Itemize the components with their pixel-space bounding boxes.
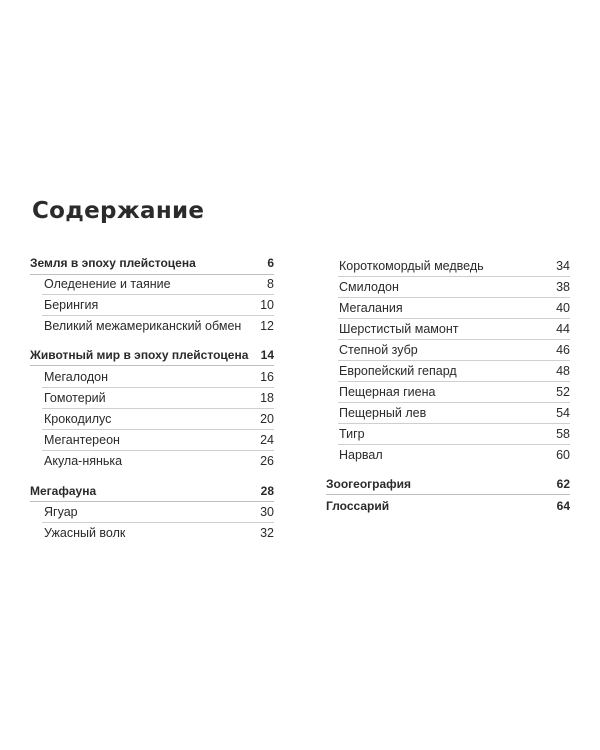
toc-entry-title: Нарвал	[339, 448, 383, 462]
section-divider	[326, 494, 570, 495]
toc-sub-entry[interactable]	[326, 319, 570, 339]
toc-entry-title: Крокодилус	[44, 412, 112, 426]
toc-sub-entry[interactable]	[30, 451, 274, 471]
toc-entry-title: Гомотерий	[44, 391, 106, 405]
toc-entry-page: 20	[260, 412, 274, 426]
toc-entry-page: 64	[556, 499, 570, 513]
toc-sub-entry[interactable]	[326, 361, 570, 381]
toc-entry-title: Степной зубр	[339, 343, 418, 357]
toc-entry-page: 48	[556, 364, 570, 378]
toc-entry-title: Пещерный лев	[339, 406, 427, 420]
toc-entry-title: Животный мир в эпоху плейстоцена	[30, 348, 249, 362]
toc-entry-page: 26	[260, 454, 274, 468]
toc-entry-page: 40	[556, 301, 570, 315]
toc-entry-title: Глоссарий	[326, 499, 390, 513]
toc-section-entry[interactable]	[30, 481, 274, 501]
toc-entry-title: Мегалодон	[44, 370, 109, 384]
toc-entry-page: 8	[267, 277, 274, 291]
toc-entry-title: Европейский гепард	[339, 364, 457, 378]
toc-entry-title: Мегантереон	[44, 433, 120, 447]
toc-entry-title: Мегалания	[339, 301, 403, 315]
toc-entry-title: Ужасный волк	[44, 526, 126, 540]
toc-sub-entry[interactable]	[326, 382, 570, 402]
toc-entry-page: 16	[260, 370, 274, 384]
toc-entry-title: Смилодон	[339, 280, 399, 294]
toc-entry-page: 44	[556, 322, 570, 336]
toc-section-entry[interactable]	[326, 496, 570, 516]
toc-sub-entry[interactable]	[30, 502, 274, 522]
toc-sub-entry[interactable]	[30, 295, 274, 315]
toc-sub-entry[interactable]	[326, 445, 570, 465]
toc-sub-entry[interactable]	[326, 298, 570, 318]
toc-sub-entry[interactable]	[30, 430, 274, 450]
toc-entry-title: Оледенение и таяние	[44, 277, 171, 291]
toc-entry-page: 58	[556, 427, 570, 441]
toc-entry-title: Земля в эпоху плейстоцена	[30, 256, 196, 270]
toc-sub-entry[interactable]	[326, 256, 570, 276]
toc-sub-entry[interactable]	[30, 409, 274, 429]
toc-entry-title: Пещерная гиена	[339, 385, 436, 399]
toc-section-entry[interactable]	[30, 345, 274, 365]
toc-entry-title: Великий межамериканский обмен	[44, 319, 242, 333]
toc-entry-page: 28	[260, 484, 274, 498]
toc-entry-page: 54	[556, 406, 570, 420]
toc-entry-title: Акула-нянька	[44, 454, 123, 468]
toc-sub-entry[interactable]	[326, 424, 570, 444]
toc-sub-entry[interactable]	[30, 316, 274, 336]
toc-sub-entry[interactable]	[326, 277, 570, 297]
toc-entry-page: 10	[260, 298, 274, 312]
toc-entry-page: 38	[556, 280, 570, 294]
toc-entry-title: Зоогеография	[326, 477, 412, 491]
toc-entry-page: 60	[556, 448, 570, 462]
toc-entry-title: Берингия	[44, 298, 99, 312]
toc-entry-page: 18	[260, 391, 274, 405]
toc-entry-title: Шерстистый мамонт	[339, 322, 459, 336]
toc-sub-entry[interactable]	[326, 340, 570, 360]
toc-entry-page: 30	[260, 505, 274, 519]
toc-entry-page: 14	[260, 348, 274, 362]
toc-sub-entry[interactable]	[326, 403, 570, 423]
toc-entry-title: Тигр	[339, 427, 365, 441]
section-divider	[30, 365, 274, 366]
toc-entry-page: 12	[260, 319, 274, 333]
toc-entry-page: 34	[556, 259, 570, 273]
toc-entry-page: 46	[556, 343, 570, 357]
toc-entry-title: Короткомордый медведь	[339, 259, 484, 273]
toc-entry-page: 52	[556, 385, 570, 399]
toc-entry-page: 32	[260, 526, 274, 540]
toc-sub-entry[interactable]	[30, 274, 274, 294]
toc-section-entry[interactable]	[30, 253, 274, 273]
toc-entry-title: Мегафауна	[30, 484, 97, 498]
toc-sub-entry[interactable]	[30, 523, 274, 543]
toc-entry-title: Ягуар	[44, 505, 78, 519]
toc-sub-entry[interactable]	[30, 367, 274, 387]
page-title: Содержание	[32, 198, 205, 224]
toc-entry-page: 6	[267, 256, 274, 270]
toc-section-entry[interactable]	[326, 474, 570, 494]
toc-sub-entry[interactable]	[30, 388, 274, 408]
toc-entry-page: 24	[260, 433, 274, 447]
toc-entry-page: 62	[556, 477, 570, 491]
